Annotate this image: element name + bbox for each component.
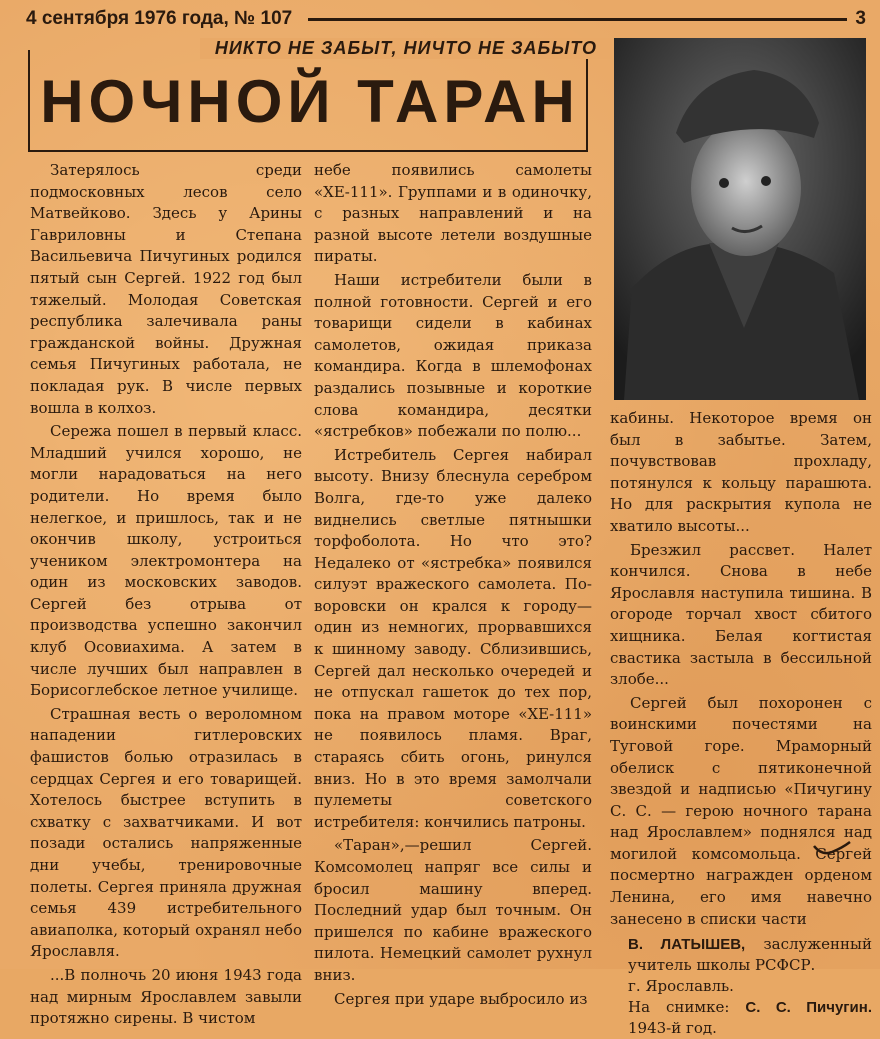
caption-prefix: На снимке: <box>628 998 730 1017</box>
caption-person: С. С. Пичугин. <box>745 999 872 1017</box>
issue-date: 4 сентября 1976 года, № 107 <box>26 8 293 29</box>
column-1 <box>30 160 302 1032</box>
photo-caption <box>610 997 872 1039</box>
paragraph: Сергея при ударе выбросило из <box>334 989 588 1008</box>
soldier-portrait-image <box>614 38 866 400</box>
portrait-photo <box>614 38 866 400</box>
column-3 <box>610 408 872 1039</box>
author-title: заслуженный учитель школы РСФСР. <box>628 935 872 975</box>
column-2 <box>314 160 592 1012</box>
paragraph: Страшная весть о вероломном нападении гитлеровских фашистов болью отразилась в сердцах Сергея и его товарищей. Хотелось быстрее вступить в схватку с захватчиками. И вот позади остались напряженные дни учебы, тренировочные полеты. Сергея приняла дружная семья 439 истребительного авиаполка, который охранял небо Ярославля. <box>30 704 302 961</box>
header-rule <box>308 18 847 21</box>
author-city: г. Ярославль. <box>628 977 734 996</box>
author-name: В. ЛАТЫШЕВ, <box>628 936 746 954</box>
paragraph: Сережа пошел в первый класс. Младший учился хорошо, не могли нарадоваться на него родители. Но время было нелегкое, и пришлось, так и не окончив школу, устроиться учеником электромонтера на один из московских заводов. Сергей без отрыва от производства успешно закончил клуб Осовиахима. А затем в числе лучших был направлен в Борисоглебское летное училище. <box>30 422 302 700</box>
paragraph: ...В полночь 20 июня 1943 года над мирным Ярославлем завыли протяжно сирены. В чистом <box>30 965 302 1028</box>
paragraph: Наши истребители были в полной готовности. Сергей и его товарищи сидели в кабинах самолетов, ожидая приказа командира. Когда в шлемофонах раздались позывные и короткие слова командира, десятки «ястребков» побежали по полю... <box>314 270 592 441</box>
caption-year: 1943-й год. <box>628 1019 717 1038</box>
page-header <box>26 8 866 30</box>
paragraph: Истребитель Сергея набирал высоту. Внизу блеснула серебром Волга, где-то уже далеко виднелись светлые пятнышки торфоболота. Но что это? Недалеко от «ястребка» появился силуэт вражеского самолета. По-воровски он крался к городу—один из немногих, прорвавшихся к шинному заводу. Сблизившись, Сергей дал несколько очередей и не отпускал гашеток до тех пор, пока на правом моторе «ХЕ-111» не появилось пламя. Враг, стараясь сбить огонь, ринулся вниз. Но в это время замолчали пулеметы советского истребителя: кончились патроны. <box>314 445 592 831</box>
pen-mark-icon <box>812 840 852 858</box>
paragraph: кабины. Некоторое время он был в забытье. Затем, почувствовав прохладу, потянулся к кольцу парашюта. Но для раскрытия купола не хватило высоты... <box>610 409 872 535</box>
paragraph: небе появились самолеты «ХЕ-111». Группами и в одиночку, с разных направлений и на разной высоте летели воздушные пираты. <box>314 161 592 266</box>
paragraph: «Таран»,—решил Сергей. Комсомолец напряг все силы и бросил машину вперед. Последний удар был точным. Он пришелся по кабине вражеского пилота. Немецкий самолет рухнул вниз. <box>314 836 592 984</box>
paragraph: Сергей был похоронен с воинскими почестями на Туговой горе. Мраморный обелиск с пятиконечной звездой и надписью «Пичугину С. С. — герою ночного тарана над Ярославлем» поднялся над могилой комсомольца. Сергей посмертно награжден орденом Ленина, его имя навечно занесено в списки части <box>610 693 872 928</box>
paragraph: Брезжил рассвет. Налет кончился. Снова в небе Ярославля наступила тишина. В огороде торчал хвост сбитого хищника. Белая когтистая свастика застыла в бессильной злобе... <box>610 540 872 689</box>
article-title: НОЧНОЙ ТАРАН <box>40 68 580 135</box>
author-signature <box>610 934 872 1039</box>
page-number: 3 <box>855 8 866 29</box>
paragraph: Затерялось среди подмосковных лесов село Матвейково. Здесь у Арины Гавриловны и Степана Васильевича Пичугиных родился пятый сын Сергей. 1922 год был тяжелый. Молодая Советская республика залечивала раны гражданской войны. Дружная семья Пичугиных работала, не покладая рук. В числе первых вошла в колхоз. <box>30 161 302 417</box>
rubric: НИКТО НЕ ЗАБЫТ, НИЧТО НЕ ЗАБЫТО <box>200 38 612 59</box>
